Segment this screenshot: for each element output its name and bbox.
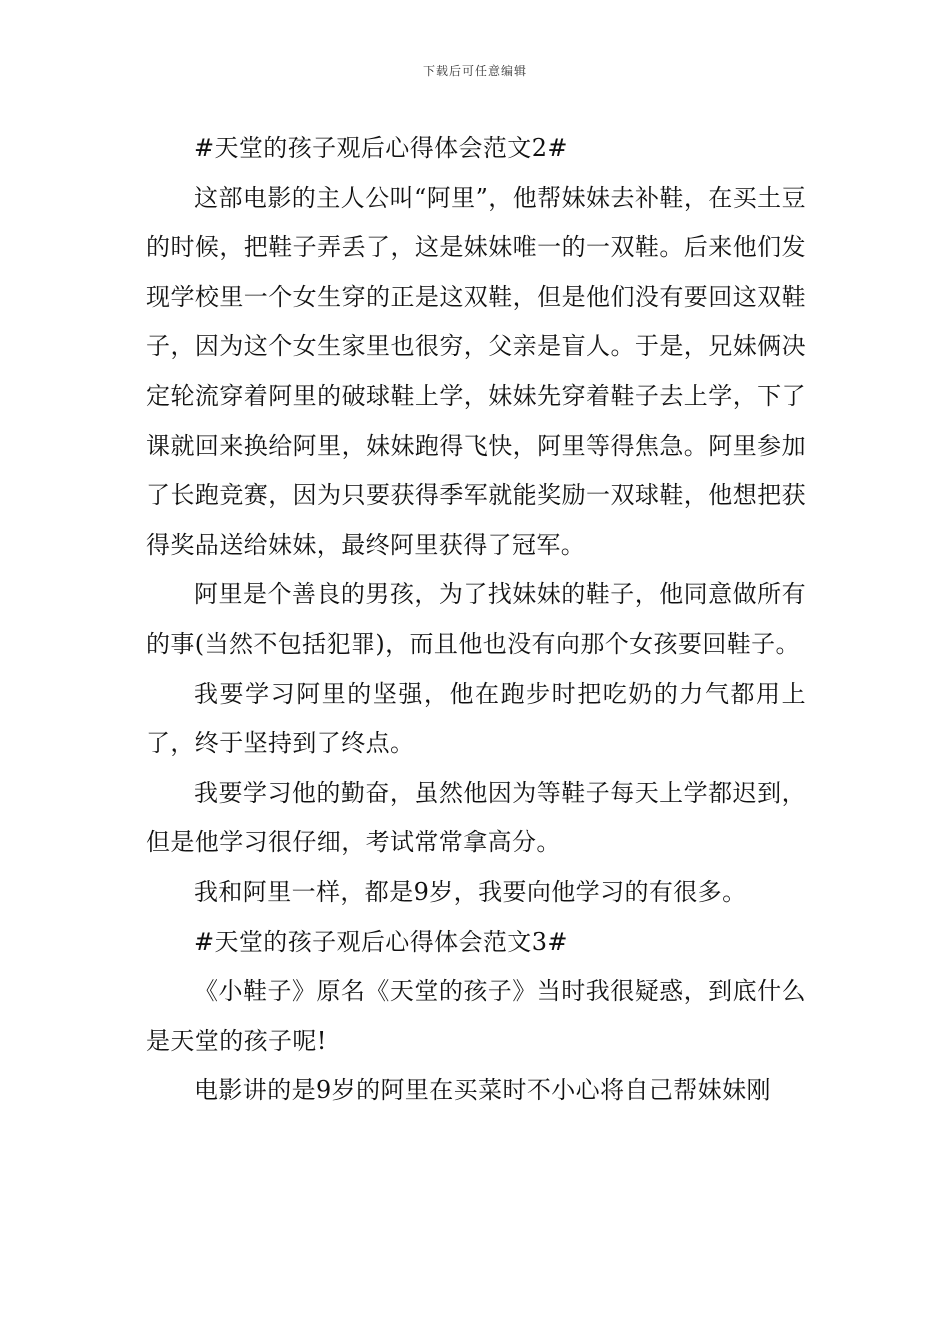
paragraph-4: 我要学习他的勤奋，虽然他因为等鞋子每天上学都迟到，但是他学习很仔细，考试常常拿高分。 [146, 778, 806, 857]
paragraph-3: 我要学习阿里的坚强，他在跑步时把吃奶的力气都用上了，终于坚持到了终点。 [146, 679, 806, 758]
section-heading-2: #天堂的孩子观后心得体会范文2# [194, 134, 568, 162]
paragraph-5: 我和阿里一样，都是9岁，我要向他学习的有很多。 [194, 877, 747, 906]
paragraph-6: 《小鞋子》原名《天堂的孩子》当时我很疑惑，到底什么是天堂的孩子呢! [146, 977, 806, 1055]
paragraph-7: 电影讲的是9岁的阿里在买菜时不小心将自己帮妹妹刚 [194, 1076, 771, 1105]
paragraph-1: 这部电影的主人公叫“阿里”，他帮妹妹去补鞋，在买土豆的时候，把鞋子弄丢了，这是妹妹唯一的一双鞋。后来他们发现学校里一个女生穿的正是这双鞋，但是他们没有要回这双鞋子，因为这个女生家里也很穷，父亲是盲人。于是，兄妹俩决定轮流穿着阿里的破球鞋上学，妹妹先穿着鞋子去上学，下了课就回来换给阿里，妹妹跑得飞快，阿里等得焦急。阿里参加了长跑竞赛，因为只要获得季军就能奖励一双球鞋，他想把获得奖品送给妹妹，最终阿里获得了冠军。 [146, 183, 806, 559]
paragraph-2: 阿里是个善良的男孩，为了找妹妹的鞋子，他同意做所有的事(当然不包括犯罪)，而且他也没有向那个女孩要回鞋子。 [146, 580, 806, 658]
document-body [146, 124, 806, 1116]
section-heading-3: #天堂的孩子观后心得体会范文3# [194, 927, 568, 956]
header-note: 下载后可任意编辑 [422, 64, 527, 78]
